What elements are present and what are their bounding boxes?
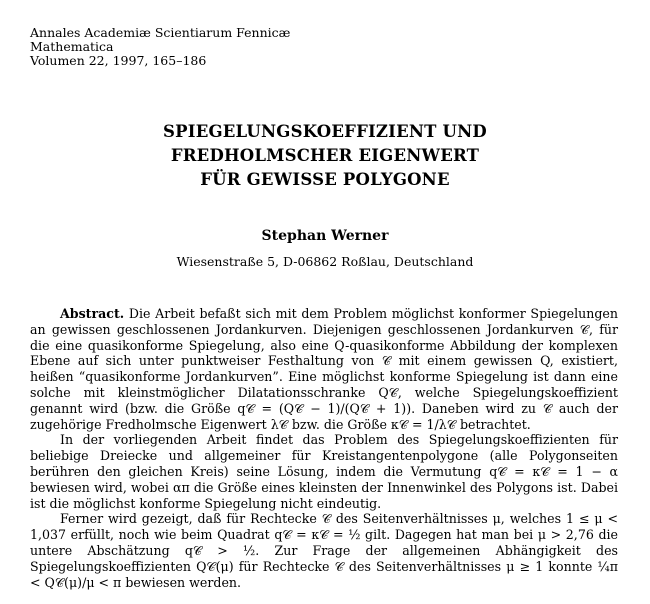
abstract-text-1: Die Arbeit befaßt sich mit dem Problem möglichst konformer Spiegelungen an gewissen geschlossenen Jordankurven. Diejenigen geschlossenen Jordankurven 𝒞, für die eine quasikonforme Spiegelung, also eine Q-quasikonforme Abbildung der komplexen Ebene auf sich unter punktweiser Festhaltung von 𝒞 mit einem gewissen Q, existiert, heißen “quasikonforme Jordankurven”. Eine möglichst konforme Spiegelung ist dann eine solche mit kleinstmöglicher Dilatationsschranke Q𝒞, welche Spiegelungskoeffizient genannt wird (bzw. die Größe q𝒞 = (Q𝒞 − 1)/(Q𝒞 + 1)). Daneben wird zu 𝒞 auch der zugehörige Fredholmsche Eigenwert λ𝒞 bzw. die Größe κ𝒞 = 1/λ𝒞 betrachtet. <box>30 306 618 432</box>
abstract-paragraph-1 <box>30 306 618 432</box>
abstract-paragraph-2: In der vorliegenden Arbeit findet das Problem des Spiegelungskoeffizienten für beliebige Dreiecke und allgemeiner für Kreistangentenpolygone (alle Polygonseiten berühren den gleichen Kreis) seine Lösung, indem die Vermutung q𝒞 = κ𝒞 = 1 − α bewiesen wird, wobei απ die Größe eines kleinsten der Innenwinkel des Polygons ist. Dabei ist die möglichst konforme Spiegelung nicht eindeutig. <box>30 432 618 511</box>
journal-series: Mathematica <box>30 39 114 54</box>
abstract-label: Abstract. <box>60 306 125 321</box>
journal-name: Annales Academiæ Scientiarum Fennicæ <box>30 25 291 40</box>
journal-volume: Volumen 22, 1997, 165–186 <box>30 53 207 68</box>
title-line-3: FÜR GEWISSE POLYGONE <box>200 170 450 189</box>
title-line-2: FREDHOLMSCHER EIGENWERT <box>170 146 480 165</box>
abstract-paragraph-3: Ferner wird gezeigt, daß für Rechtecke 𝒞 des Seitenverhältnisses μ, welches 1 ≤ μ < 1,037 erfüllt, noch wie beim Quadrat q𝒞 = κ𝒞 = ½ gilt. Dagegen hat man bei μ > 2,76 die untere Abschätzung q𝒞 > ½. Zur Frage der allgemeinen Abhängigkeit des Spiegelungskoeffizienten Q𝒞(μ) für Rechtecke 𝒞 des Seitenverhältnisses μ ≥ 1 konnte ¼π < Q𝒞(μ)/μ < π bewiesen werden. <box>30 511 618 590</box>
author-address: Wiesenstraße 5, D-06862 Roßlau, Deutschland <box>176 254 474 269</box>
paper-title <box>0 120 650 192</box>
abstract <box>30 306 618 590</box>
journal-header <box>30 26 290 68</box>
title-line-1: SPIEGELUNGSKOEFFIZIENT UND <box>163 122 487 141</box>
author-name: Stephan Werner <box>261 228 389 244</box>
